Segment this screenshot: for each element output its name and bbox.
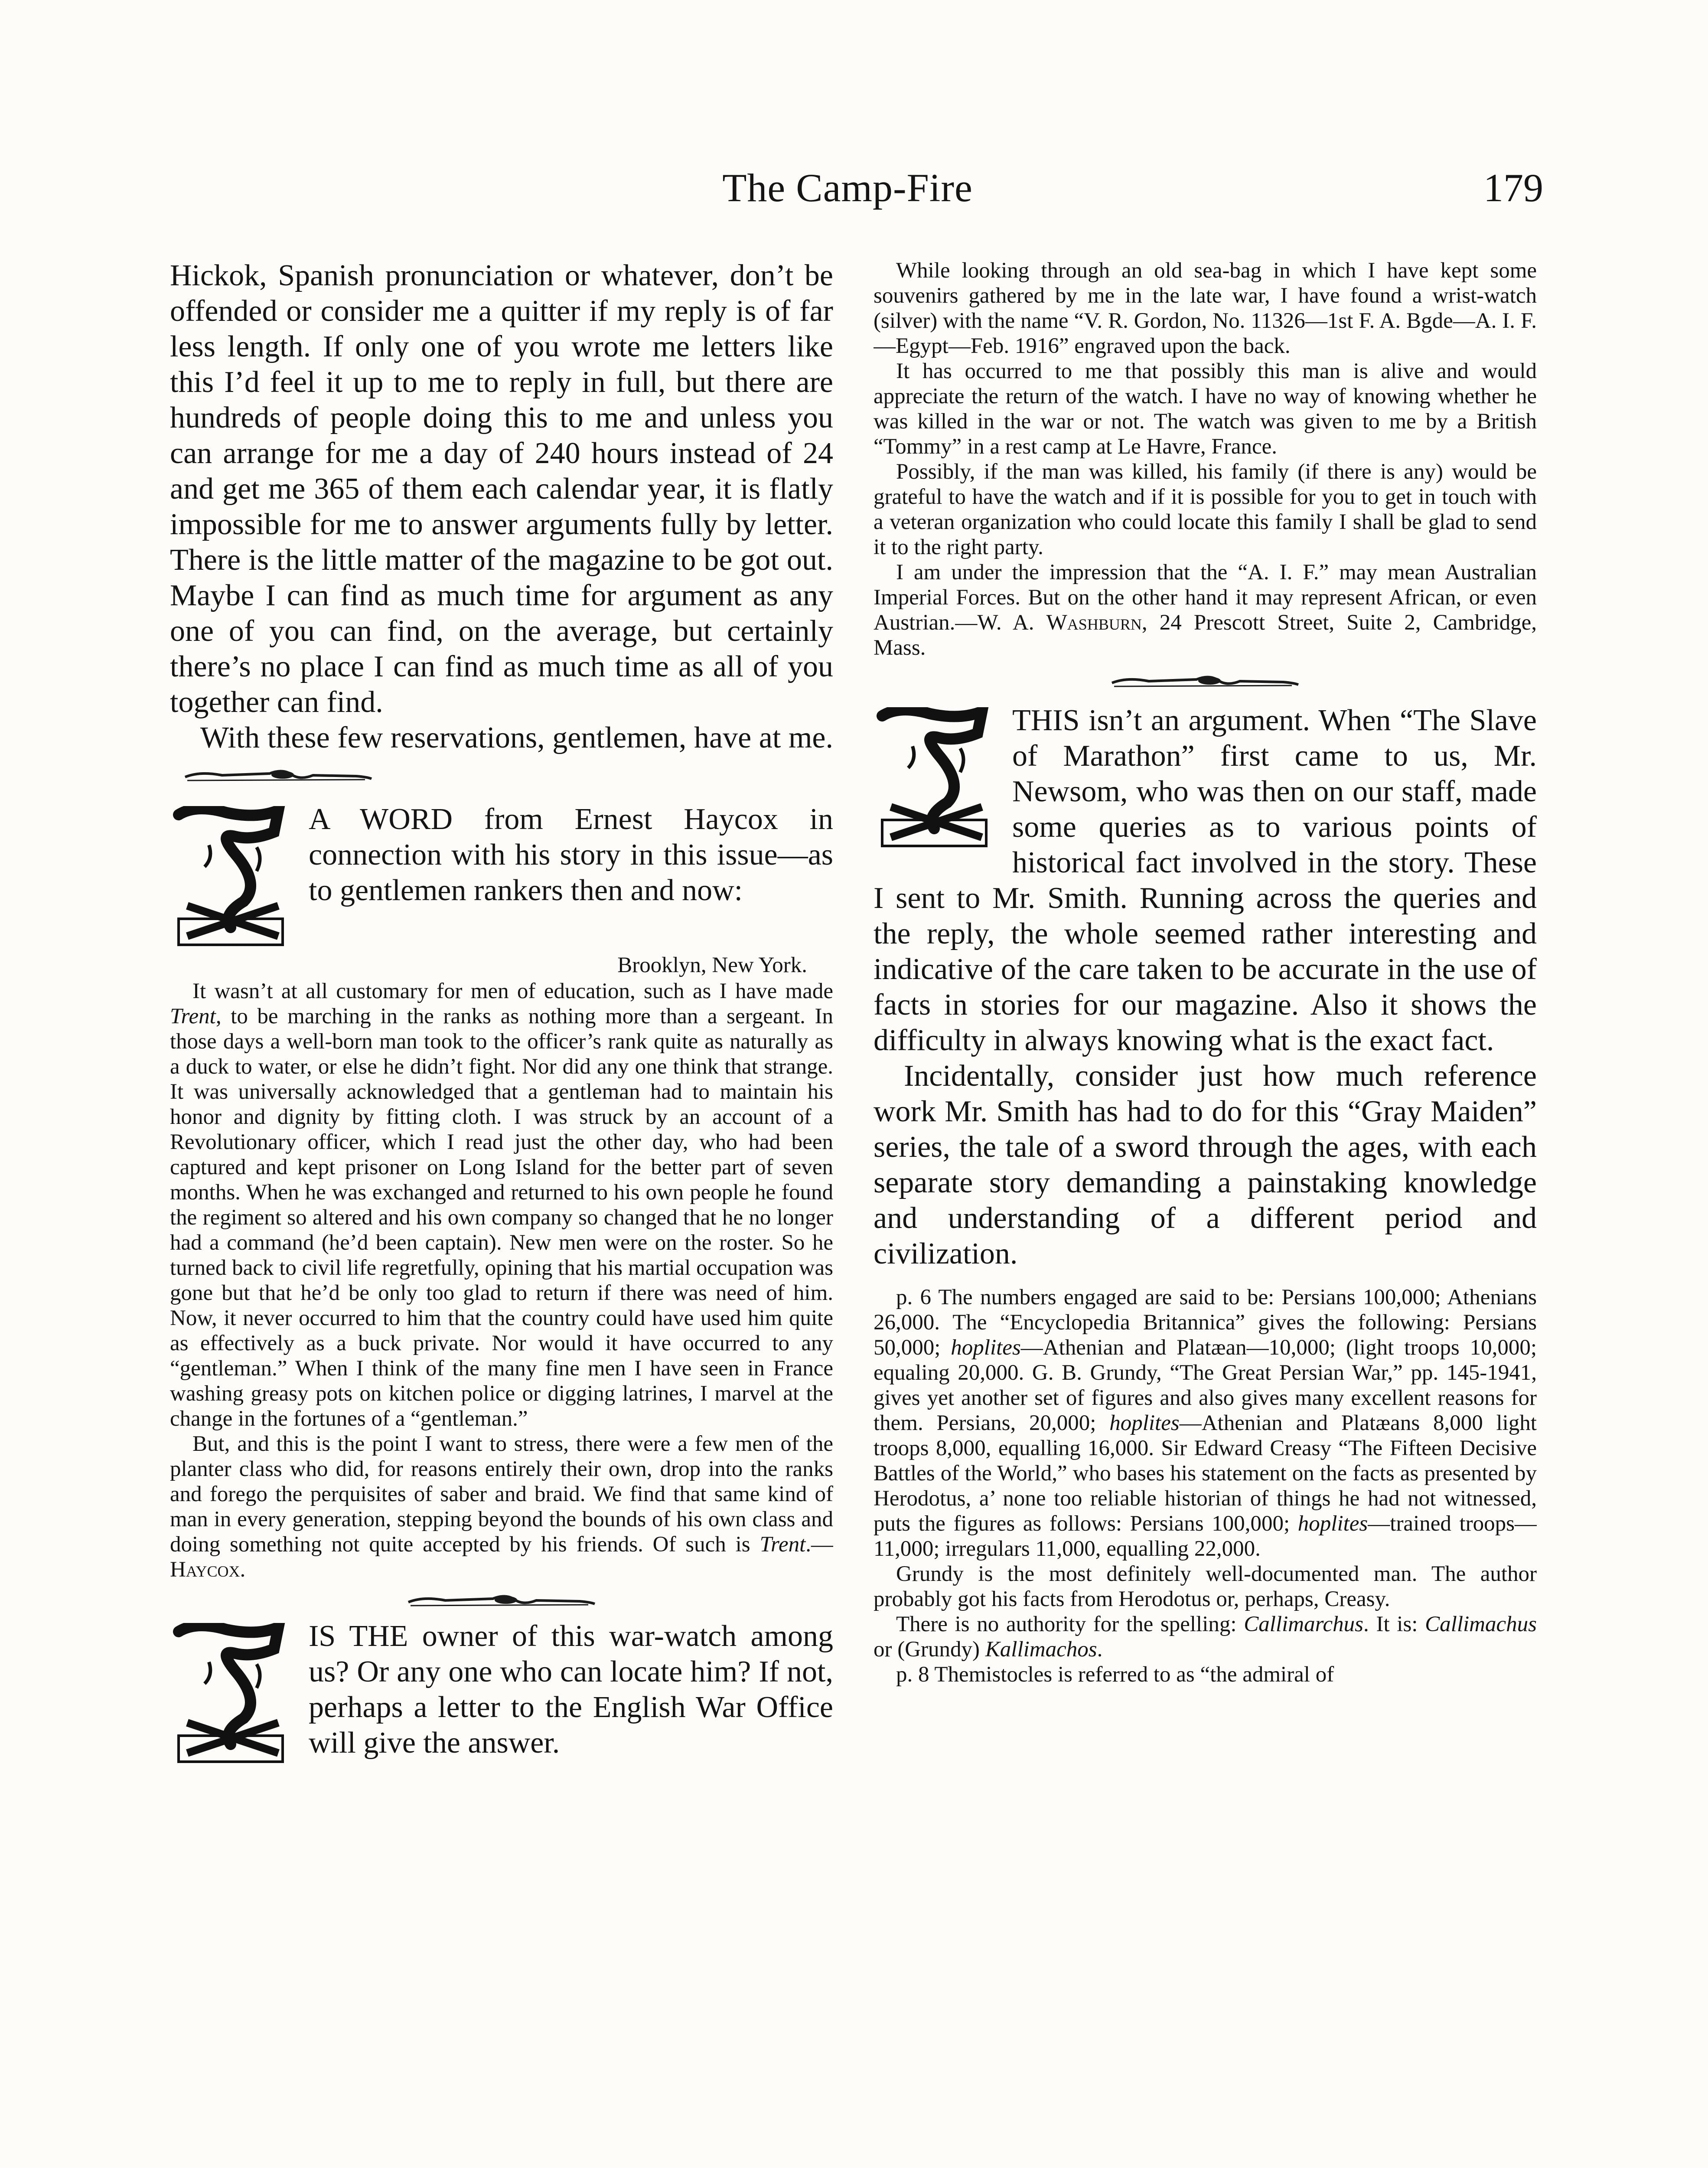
right-column	[874, 258, 1537, 2168]
haycox-letter-paragraph-1	[170, 979, 833, 1431]
section-ornament-icon	[406, 1593, 597, 1610]
page-number: 179	[1483, 166, 1543, 210]
marathon-section	[874, 703, 1537, 1058]
haycox-p1-text-a: It wasn’t at all customary for men of education, such as I have made	[192, 979, 833, 1003]
note-p8: p. 8 Themistocles is referred to as “the admiral of	[896, 1662, 1334, 1687]
note-grundy: Grundy is the most definitely well-documented man. The author probably got his facts from Herodotus or, perhaps, Creasy.	[874, 1562, 1537, 1611]
spelling-text-d: .	[1097, 1637, 1103, 1662]
p6-italic-1: hoplites	[951, 1335, 1021, 1360]
haycox-p2-text-b: .—	[805, 1532, 833, 1557]
washburn-signature: Washburn	[1046, 611, 1142, 635]
haycox-intro: A WORD from Ernest Haycox in connection with his story in this issue—as to gentlemen rankers then and now:	[309, 803, 833, 907]
haycox-letter-paragraph-2	[170, 1431, 833, 1582]
spelling-text-a: There is no authority for the spelling:	[896, 1612, 1244, 1636]
haycox-signature: Haycox	[170, 1557, 240, 1582]
watch-intro: IS THE owner of this war-watch among us? Or any one who can locate him? If not, perhaps a letter to the English War Office will give the answer.	[309, 1619, 833, 1760]
note-p6	[874, 1285, 1537, 1561]
washburn-paragraph-3: Possibly, if the man was killed, his family (if there is any) would be grateful to have the watch and if it is possible for you to get in touch with a veteran organization who could locate this family I shall be glad to send it to the right party.	[874, 460, 1537, 559]
marathon-intro: THIS isn’t an argument. When “The Slave of Marathon” first came to us, Mr. Newsom, who was then on our staff, made some queries as to various points of historical fact involved in the story. These I sent to Mr. Smith. Running across the queries and the reply, the whole seemed rather interesting and indicative of the care taken to be accurate in the use of facts in stories for our magazine. Also it shows the difficulty in always knowing what is the exact fact.	[874, 704, 1537, 1057]
haycox-section	[170, 802, 833, 908]
note-spelling	[874, 1612, 1537, 1662]
p6-italic-3: hoplites	[1297, 1512, 1368, 1536]
washburn-p4-text-a: I am under the impression that the “A. I. F.” may mean Australian Imperial Forces. But on the other hand it may represent African, or even Austrian.—W. A.	[874, 560, 1537, 635]
spelling-italic-3: Kallimachos	[985, 1637, 1097, 1662]
p6-text-d: —trained troops—11,000; irregulars 11,000, equalling 22,000.	[874, 1512, 1537, 1561]
editor-reply-paragraph: Hickok, Spanish pronunciation or whatever, don’t be offended or consider me a quitter if my reply is of far less length. If only one of you wrote me letters like this I’d feel it up to me to reply in full, but there are hundreds of people doing this to me and unless you can arrange for me a day of 240 hours instead of 24 and get me 365 of them each calendar year, it is flatly impossible for me to answer arguments fully by letter. There is the little matter of the magazine to be got out. Maybe I can find as much time for argument as any one of you can find, on the average, but certainly there’s no place I can find as much time as all of you together can find.	[170, 259, 833, 719]
p6-text-a: p. 6 The numbers engaged are said to be: Persians 100,000; Athenians 26,000. The “Encyclopedia Britannica” gives the following: Persians 50,000;	[874, 1285, 1537, 1360]
spelling-italic-2: Callimachus	[1425, 1612, 1537, 1636]
washburn-paragraph-2: It has occurred to me that possibly this man is alive and would appreciate the return of the watch. I have no way of knowing whether he was killed in the war or not. The watch was given to me by a British “Tommy” in a rest camp at Le Havre, France.	[874, 359, 1537, 459]
running-title: The Camp-Fire	[722, 166, 973, 210]
editor-closing-paragraph	[170, 720, 833, 791]
p6-text-b: —Athenian and Platæan—10,000; (light troops 10,000; equaling 20,000. G. B. Grundy, “The Great Persian War,” pp. 145-1941, gives yet another set of figures and also gives many excellent reasons for them. Persians, 20,000;	[874, 1335, 1537, 1435]
closing-text: With these few reservations, gentlemen, have at me.	[200, 721, 833, 754]
section-ornament-icon	[1110, 673, 1301, 691]
marathon-paragraph-2: Incidentally, consider just how much reference work Mr. Smith has had to do for this “Gray Maiden” series, the tale of a sword through the ages, with each separate story demanding a painstaking knowledge and understanding of a different period and civilization.	[874, 1059, 1537, 1270]
haycox-p2-text-a: But, and this is the point I want to stress, there were a few men of the planter class who did, for reasons entirely their own, drop into the ranks and forego the perquisites of saber and braid. We find that same kind of man in every generation, stepping beyond the bounds of his own class and doing something not quite accepted by his friends. Of such is	[170, 1432, 833, 1557]
spelling-italic-1: Callimarchus	[1244, 1612, 1364, 1636]
campfire-drop-cap-icon	[874, 707, 995, 850]
watch-section	[170, 1619, 833, 1761]
haycox-p2-italic: Trent	[759, 1532, 806, 1557]
running-head	[165, 165, 1543, 230]
spelling-text-b: . It is:	[1363, 1612, 1425, 1636]
washburn-paragraph-1: While looking through an old sea-bag in which I have kept some souvenirs gathered by me in the late war, I have found a wrist-watch (silver) with the name “V. R. Gordon, No. 11326—1st F. A. Bgde—A. I. F.—Egypt—Feb. 1916” engraved upon the back.	[874, 258, 1537, 358]
washburn-p4-text-b: , 24 Prescott Street, Suite 2, Cambridge, Mass.	[874, 611, 1537, 660]
washburn-paragraph-4	[874, 560, 1537, 660]
haycox-place: Brooklyn, New York.	[617, 953, 807, 977]
p6-italic-2: hoplites	[1109, 1411, 1180, 1435]
campfire-drop-cap-icon	[170, 806, 291, 949]
spelling-text-c: or (Grundy)	[874, 1637, 985, 1662]
haycox-end: .	[240, 1557, 246, 1582]
p6-text-c: —Athenian and Platæans 8,000 light troops 8,000, equalling 16,000. Sir Edward Creasy “The Fifteen Decisive Battles of the World,” who bases his statement on the facts as presented by Herodotus, a’ none too reliable historian of things he had not witnessed, puts the figures as follows: Persians 100,000;	[874, 1411, 1537, 1536]
haycox-p1-italic: Trent	[170, 1004, 216, 1028]
left-column	[170, 258, 833, 2168]
campfire-drop-cap-icon	[170, 1623, 291, 1766]
haycox-p1-text-b: , to be marching in the ranks as nothing more than a sergeant. In those days a well-born man took to the officer’s rank quite as naturally as a duck to water, or else he didn’t fight. Nor did any one think that strange. It was universally acknowledged that a gentleman had to maintain his honor and dignity by fitting cloth. I was struck by an account of a Revolutionary officer, which I read just the other day, who had been captured and kept prisoner on Long Island for the better part of seven months. When he was exchanged and returned to his own people he found the regiment so altered and his own company so changed that he no longer had a command (he’d been captain). New men were on the roster. So he turned back to civil life regretfully, opining that his martial occupation was gone but that he’d be only too glad to return if there was need of him. Now, it never occurred to him that the country could have used him quite as effectively as a buck private. Nor would it have occurred to any “gentleman.” When I think of the many fine men I have seen in France washing greasy pots on kitchen police or digging latrines, I marvel at the change in the fortunes of a “gentleman.”	[170, 1004, 833, 1431]
section-ornament-icon	[183, 767, 374, 785]
